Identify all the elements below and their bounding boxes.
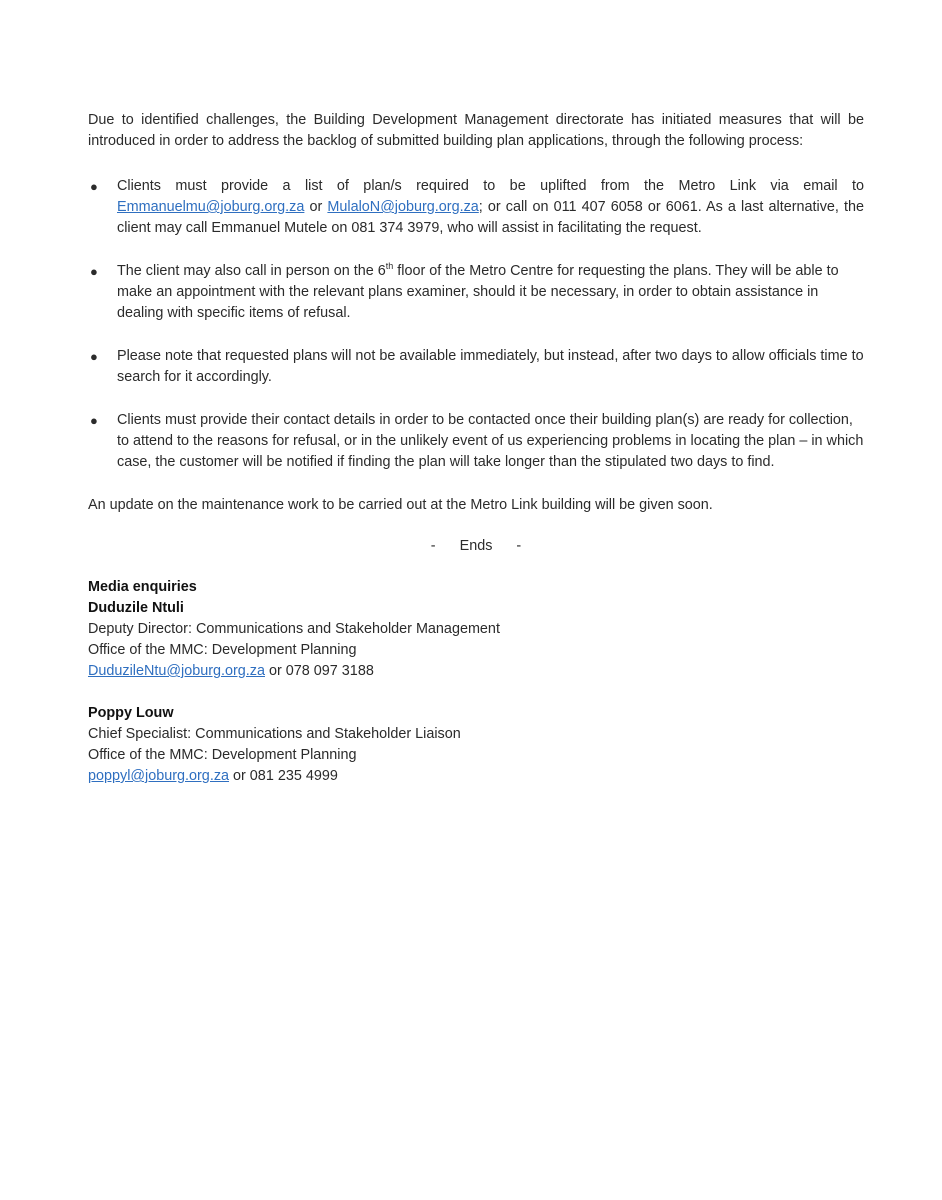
contact-office: Office of the MMC: Development Planning <box>88 747 357 763</box>
list-item <box>88 176 864 239</box>
contact-office: Office of the MMC: Development Planning <box>88 642 357 658</box>
media-enquiries-section <box>88 577 864 787</box>
contact-title: Deputy Director: Communications and Stakeholder Management <box>88 621 500 637</box>
list-item <box>88 261 864 324</box>
email-link-poppy[interactable]: poppyl@joburg.org.za <box>88 768 230 784</box>
ends-marker <box>88 536 864 557</box>
bullet-3-text: Please note that requested plans will not be available immediately, but instead, after two days to allow officials time to search for it accordingly. <box>117 348 864 385</box>
contact-details <box>88 766 864 787</box>
contact-phone: or 078 097 3188 <box>265 663 374 679</box>
bullet-icon: ● <box>90 349 98 364</box>
contact-card-poppy <box>88 703 864 787</box>
list-item <box>88 346 864 388</box>
ends-label: Ends <box>459 538 493 554</box>
ends-dash-right: - <box>516 538 522 554</box>
ordinal-suffix: th <box>385 261 394 272</box>
contact-name: Poppy Louw <box>88 705 174 721</box>
contact-phone: or 081 235 4999 <box>229 768 338 784</box>
bullet-icon: ● <box>90 264 98 279</box>
list-item <box>88 410 864 473</box>
ends-dash-left: - <box>430 538 436 554</box>
contact-card-duduzile <box>88 598 864 682</box>
contact-name: Duduzile Ntuli <box>88 600 184 616</box>
intro-paragraph: Due to identified challenges, the Building Development Management directorate has initiated measures that will be introduced in order to address the backlog of submitted building plan applications, through the following process: <box>88 112 864 149</box>
bullet-1-text-before: Clients must provide a list of plan/s required to be uplifted from the Metro Link via email to <box>117 178 864 194</box>
email-link-duduzile[interactable]: DuduzileNtu@joburg.org.za <box>88 663 265 679</box>
bullet-2-text-before: The client may also call in person on the 6 <box>117 263 386 279</box>
email-link-mulalon[interactable]: MulaloN@joburg.org.za <box>327 199 479 215</box>
bullet-4-text: Clients must provide their contact details in order to be contacted once their building plan(s) are ready for collection, to attend to the reasons for refusal, or in the unlikely event of us experiencing problems in locating the plan – in which case, the customer will be notified if finding the plan will take longer than the stipulated two days to find. <box>117 412 864 470</box>
bullet-2-text-after: floor of the Metro Centre for requesting the plans. They will be able to make an appointment with the relevant plans examiner, should it be necessary, in order to obtain assistance in dealing with specific items of refusal. <box>117 263 839 321</box>
process-list <box>88 176 864 473</box>
document-body <box>88 110 864 808</box>
bullet-1-or: or <box>309 199 323 215</box>
email-link-emmanuelmu[interactable]: Emmanuelmu@joburg.org.za <box>117 199 305 215</box>
contact-details <box>88 661 864 682</box>
update-paragraph: An update on the maintenance work to be carried out at the Metro Link building will be given soon. <box>88 497 713 513</box>
media-heading: Media enquiries <box>88 579 197 595</box>
bullet-1-text-after: ; or call on 011 407 6058 or 6061. As a last alternative, the client may call Emmanuel Mutele on 081 374 3979, who will assist in facilitating the request. <box>117 199 865 236</box>
bullet-icon: ● <box>90 413 98 428</box>
bullet-icon: ● <box>90 179 98 194</box>
contact-title: Chief Specialist: Communications and Stakeholder Liaison <box>88 726 461 742</box>
